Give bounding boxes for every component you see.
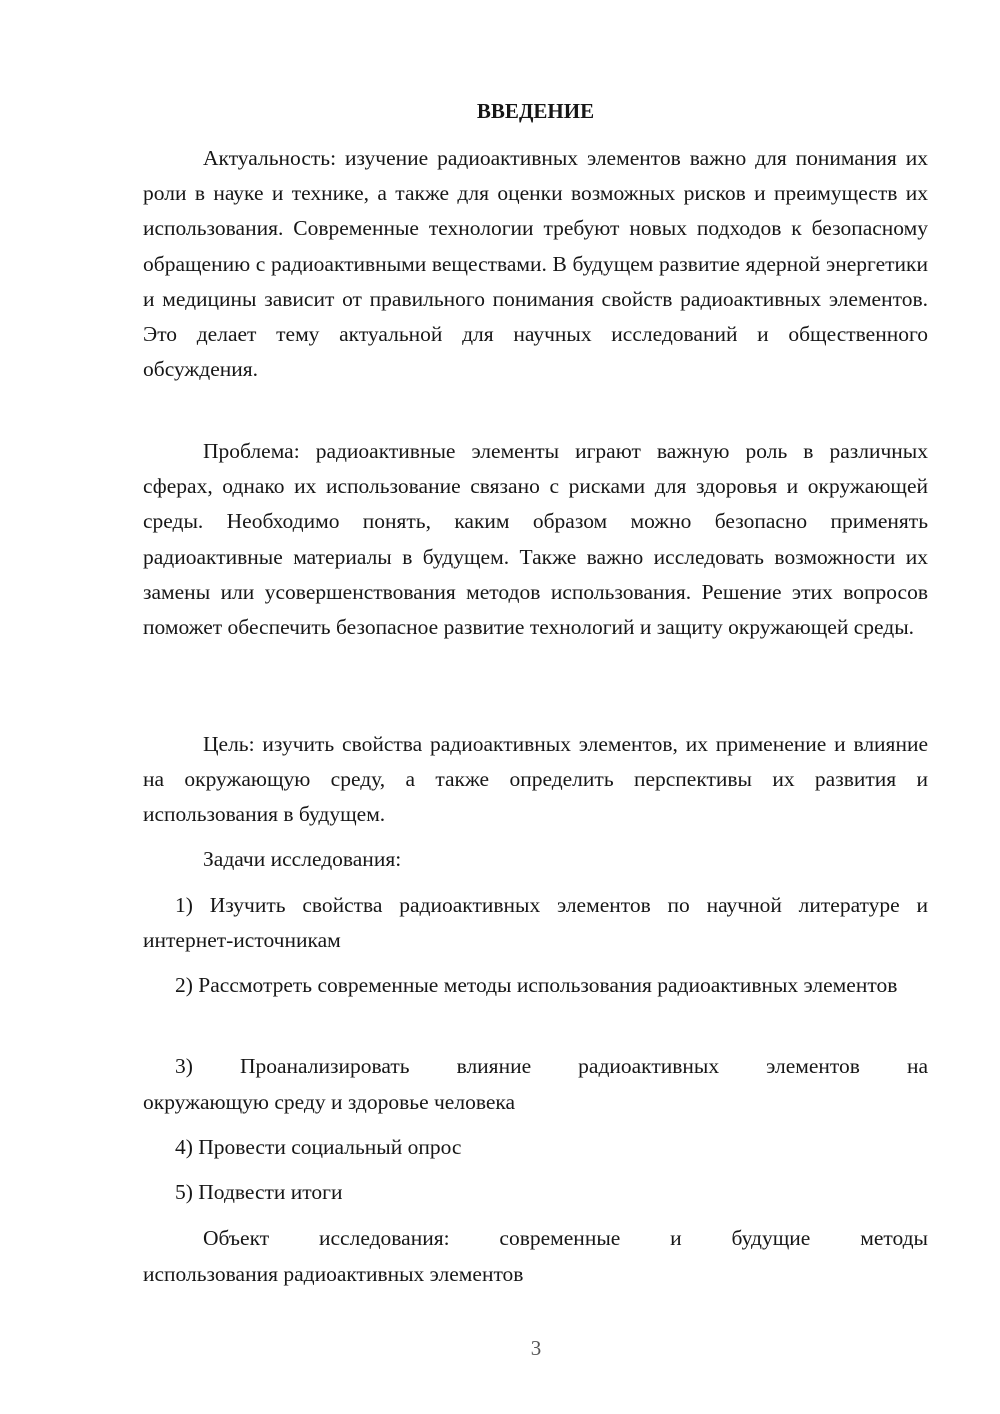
task-item-1: 1) Изучить свойства радиоактивных элементов по научной литературе и интернет-источникам xyxy=(143,893,928,953)
object-paragraph-line-1: Объект исследования: современные и будущие методы xyxy=(203,1226,928,1250)
tasks-heading: Задачи исследования: xyxy=(203,847,402,871)
relevance-paragraph: Актуальность: изучение радиоактивных элементов важно для понимания их роли в науке и технике, а также для оценки возможных рисков и преимуществ их использования. Современные технологии требуют новых подходов к безопасному обращению с радиоактивными веществами. В будущем развитие ядерной энергетики и медицины зависит от правильного понимания свойств радиоактивных элементов. Это делает тему актуальной для научных исследований и общественного обсуждения. xyxy=(143,146,928,382)
problem-paragraph: Проблема: радиоактивные элементы играют важную роль в различных сферах, однако их использование связано с рисками для здоровья и окружающей среды. Необходимо понять, каким образом можно безопасно применять радиоактивные материалы в будущем. Также важно исследовать возможности их замены или усовершенствования методов использования. Решение этих вопросов поможет обеспечить безопасное развитие технологий и защиту окружающей среды. xyxy=(143,439,928,640)
task-item-2: 2) Рассмотреть современные методы использования радиоактивных элементов xyxy=(175,973,898,997)
page-number: 3 xyxy=(530,1336,542,1360)
task-item-5: 5) Подвести итоги xyxy=(175,1180,343,1204)
page-title: ВВЕДЕНИЕ xyxy=(476,99,595,123)
task-item-3-line-2: окружающую среду и здоровье человека xyxy=(143,1090,516,1114)
goal-paragraph: Цель: изучить свойства радиоактивных элементов, их применение и влияние на окружающую среду, а также определить перспективы их развития и использования в будущем. xyxy=(143,732,928,827)
task-item-4: 4) Провести социальный опрос xyxy=(175,1135,462,1159)
task-item-3-line-1: 3) Проанализировать влияние радиоактивных элементов на xyxy=(175,1054,928,1078)
object-paragraph-line-2: использования радиоактивных элементов xyxy=(143,1262,524,1286)
